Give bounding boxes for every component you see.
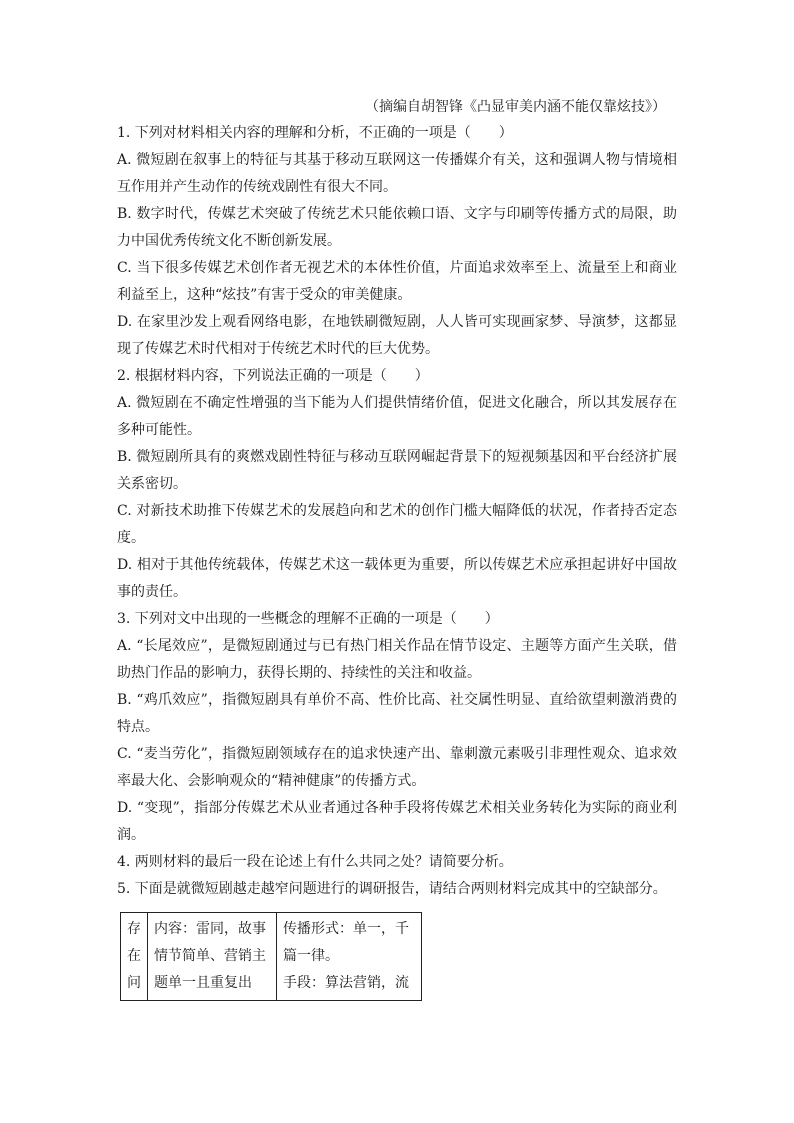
question-2-option-a: A. 微短剧在不确定性增强的当下能为人们提供情绪价值，促进文化融合，所以其发展存在多种可能性。	[117, 395, 677, 438]
question-3-option-b: B. “鸡爪效应”，指微短剧具有单价不高、性价比高、社交属性明显、直给欲望刺激消费的特点。	[117, 692, 677, 735]
table-text: 在	[127, 948, 141, 964]
question-2-option-c: C. 对新技术助推下传媒艺术的发展趋向和艺术的创作门槛大幅降低的状况，作者持否定态度。	[117, 503, 677, 546]
question-3-option-a: A. “长尾效应”，是微短剧通过与已有热门相关作品在情节设定、主题等方面产生关联，借助热门作品的影响力，获得长期的、持续性的关注和收益。	[117, 638, 677, 681]
question-section	[117, 120, 677, 903]
table-text: 存	[127, 921, 141, 937]
table-text: 手段：算法营销，流	[283, 975, 409, 991]
table-text: 情节简单、营销主	[154, 948, 266, 964]
table-text: 题单一且重复出	[154, 975, 252, 991]
table-cell-content	[148, 913, 277, 1001]
question-1-option-c: C. 当下很多传媒艺术创作者无视艺术的本体性价值，片面追求效率至上、流量至上和商业利益至上，这种“炫技”有害于受众的审美健康。	[117, 260, 677, 303]
table-text: 问	[127, 975, 141, 991]
table-row	[121, 913, 422, 1001]
question-5-stem: 5. 下面是就微短剧越走越窄问题进行的调研报告，请结合两则材料完成其中的空缺部分。	[117, 881, 667, 897]
question-4-stem: 4. 两则材料的最后一段在论述上有什么共同之处？请简要分析。	[117, 854, 513, 870]
question-2-option-b: B. 微短剧所具有的爽燃戏剧性特征与移动互联网崛起背景下的短视频基因和平台经济扩展关系密切。	[117, 449, 677, 492]
table-text: 篇一律。	[283, 948, 339, 964]
table-cell-label	[121, 913, 148, 1001]
source-citation: （摘编自胡智锋《凸显审美内涵不能仅靠炫技》）	[365, 99, 666, 115]
survey-report-table	[120, 912, 422, 1001]
question-1-option-a: A. 微短剧在叙事上的特征与其基于移动互联网这一传播媒介有关，这和强调人物与情境相互作用并产生动作的传统戏剧性有很大不同。	[117, 152, 677, 195]
question-1-option-b: B. 数字时代，传媒艺术突破了传统艺术只能依赖口语、文字与印刷等传播方式的局限，助力中国优秀传统文化不断创新发展。	[117, 206, 677, 249]
question-3-option-c: C. “麦当劳化”，指微短剧领域存在的追求快速产出、靠刺激元素吸引非理性观众、追求效率最大化、会影响观众的“精神健康”的传播方式。	[117, 746, 677, 789]
question-2-option-d: D. 相对于其他传统载体，传媒艺术这一载体更为重要，所以传媒艺术应承担起讲好中国故事的责任。	[117, 557, 677, 600]
table-text: 传播形式：单一，千	[283, 921, 409, 937]
question-2-stem: 2. 根据材料内容，下列说法正确的一项是（ ）	[117, 368, 429, 384]
question-1-option-d: D. 在家里沙发上观看网络电影，在地铁刷微短剧，人人皆可实现画家梦、导演梦，这都显现了传媒艺术时代相对于传统艺术时代的巨大优势。	[117, 314, 677, 357]
table-text: 内容：雷同，故事	[154, 921, 266, 937]
question-3-option-d: D. “变现”，指部分传媒艺术从业者通过各种手段将传媒艺术相关业务转化为实际的商业利润。	[117, 800, 677, 843]
table-cell-content	[277, 913, 422, 1001]
question-1-stem: 1. 下列对材料相关内容的理解和分析，不正确的一项是（ ）	[117, 125, 513, 141]
question-3-stem: 3. 下列对文中出现的一些概念的理解不正确的一项是（ ）	[117, 611, 499, 627]
